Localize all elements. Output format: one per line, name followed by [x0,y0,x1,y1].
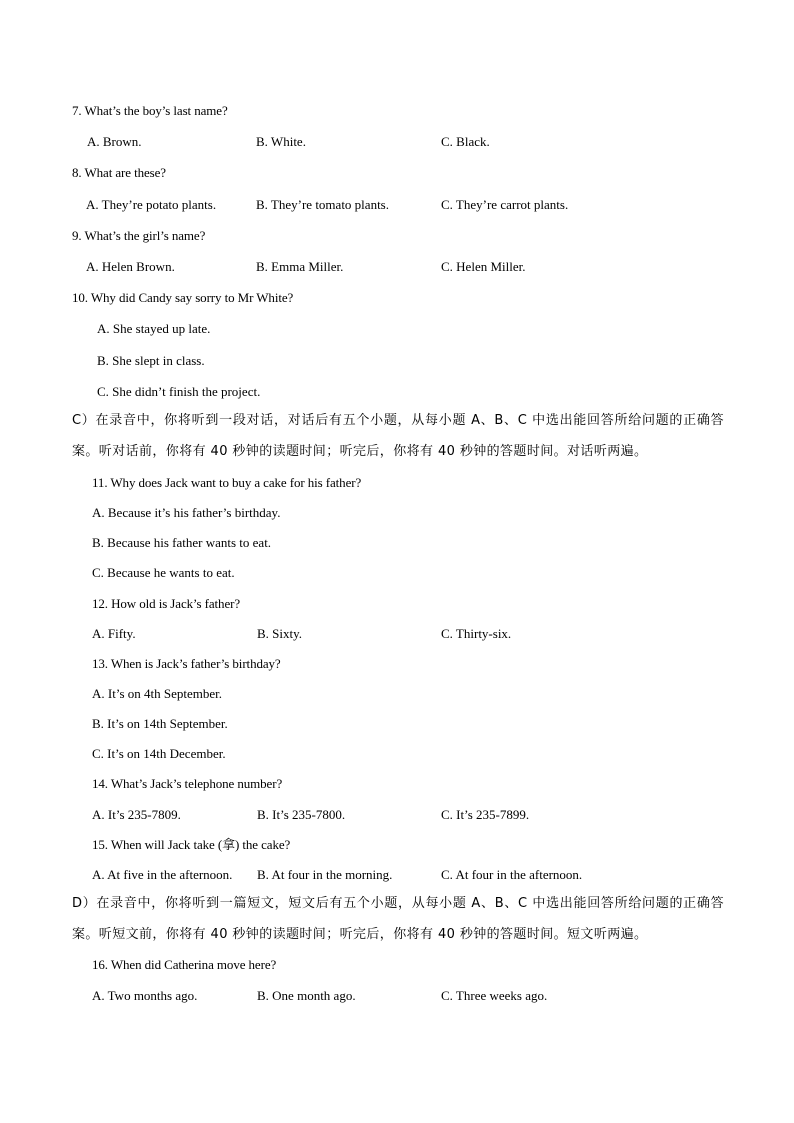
option-15b: B. At four in the morning. [257,867,393,882]
option-16b: B. One month ago. [257,988,356,1003]
option-10a: A. She stayed up late. [97,321,211,336]
section-c-instructions: C）在录音中，你将听到一段对话，对话后有五个小题，从每小题 A、B、C 中选出能回答所给问题的正确答案。听对话前，你将有 40 秒钟的读题时间；听完后，你将有 40 秒钟的答题时间。对话听两遍。 [72,413,724,459]
question-13: 13. When is Jack’s father’s birthday? [92,656,281,671]
question-11: 11. Why does Jack want to buy a cake for his father? [92,475,362,490]
option-11c: C. Because he wants to eat. [92,565,235,580]
option-14b: B. It’s 235-7800. [257,807,346,822]
option-13b: B. It’s on 14th September. [92,716,228,731]
option-14a: A. It’s 235-7809. [92,807,181,822]
option-13a: A. It’s on 4th September. [92,686,222,701]
question-8: 8. What are these? [72,165,166,180]
question-12: 12. How old is Jack’s father? [92,596,241,611]
option-9b: B. Emma Miller. [256,259,344,274]
option-15a: A. At five in the afternoon. [92,867,233,882]
option-16c: C. Three weeks ago. [441,988,548,1003]
option-14c: C. It’s 235-7899. [441,807,530,822]
option-16a: A. Two months ago. [92,988,198,1003]
option-8b: B. They’re tomato plants. [256,197,389,212]
option-7b: B. White. [256,134,306,149]
option-8c: C. They’re carrot plants. [441,197,569,212]
option-15c: C. At four in the afternoon. [441,867,583,882]
option-9a: A. Helen Brown. [86,259,175,274]
option-7a: A. Brown. [87,134,142,149]
option-9c: C. Helen Miller. [441,259,526,274]
question-16: 16. When did Catherina move here? [92,957,277,972]
question-7: 7. What’s the boy’s last name? [72,103,228,118]
option-11b: B. Because his father wants to eat. [92,535,272,550]
option-10b: B. She slept in class. [97,353,205,368]
option-8a: A. They’re potato plants. [86,197,217,212]
option-12c: C. Thirty-six. [441,626,512,641]
question-10: 10. Why did Candy say sorry to Mr White? [72,290,294,305]
question-9: 9. What’s the girl’s name? [72,228,206,243]
question-15: 15. When will Jack take (拿) the cake? [92,837,291,852]
question-14: 14. What’s Jack’s telephone number? [92,776,283,791]
option-7c: C. Black. [441,134,490,149]
option-10c: C. She didn’t finish the project. [97,384,261,399]
option-12b: B. Sixty. [257,626,303,641]
section-d-instructions: D）在录音中，你将听到一篇短文，短文后有五个小题，从每小题 A、B、C 中选出能回答所给问题的正确答案。听短文前，你将有 40 秒钟的读题时间；听完后，你将有 40 秒钟的答题时间。短文听两遍。 [72,896,724,942]
option-13c: C. It’s on 14th December. [92,746,226,761]
option-12a: A. Fifty. [92,626,136,641]
option-11a: A. Because it’s his father’s birthday. [92,505,281,520]
